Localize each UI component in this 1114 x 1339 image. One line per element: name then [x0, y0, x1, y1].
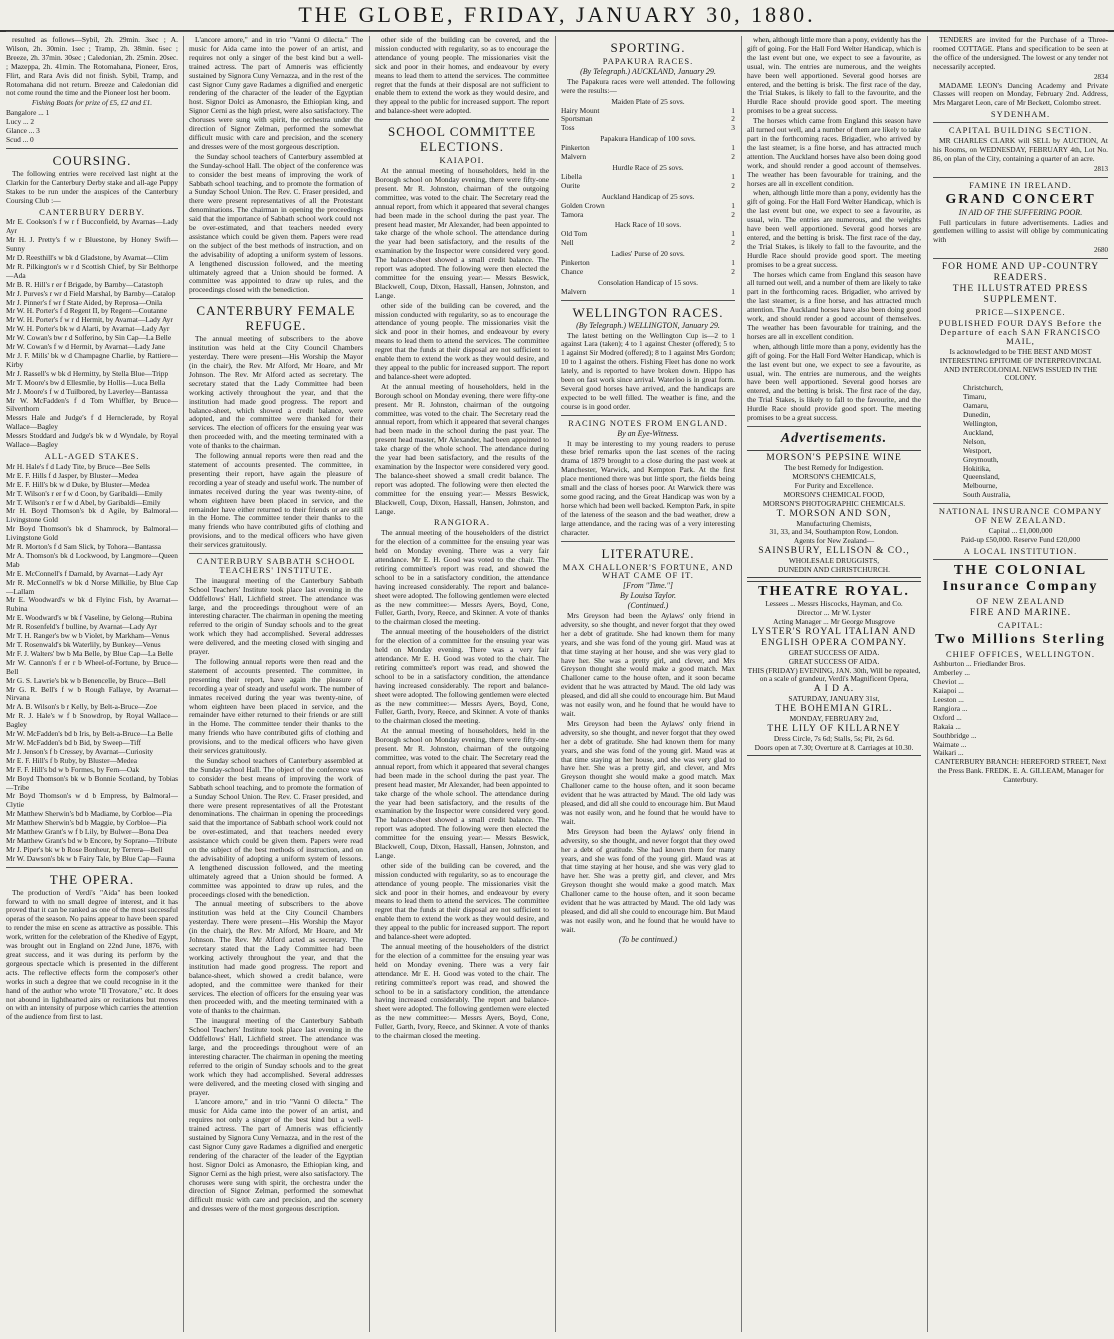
runner-row [561, 153, 735, 162]
teachers-institute-text: The inaugural meeting of the Canterbury Sabbath School Teachers' Institute took place last evening in the Oddfellows' Hall, Lichfield street. The attendance was large, and the proceedings throughout were of an interesting character. The chairman in opening the meeting referred to the origin of Sunday schools and to the great work which they had accomplished. Several addresses were delivered, and the meeting closed with singing and prayer. [189, 1016, 363, 1097]
auction-ref: 2813 [1094, 164, 1108, 173]
agent-item: Oxford ... [933, 712, 962, 722]
teachers-institute-text: The inaugural meeting of the Canterbury Sabbath School Teachers' Institute took place last evening in the Oddfellows' Hall, Lichfield street. The attendance was large, and the proceedings throughout were of an interesting character. The chairman in opening the meeting referred to the origin of Sunday schools and to the great work which they had accomplished. Several addresses were delivered, and the meeting closed with singing and prayer. [189, 575, 363, 657]
derby-entry: Mr W. H. Porter's f w r d Hermit, by Avarnat—Lady Ayr [6, 315, 173, 325]
column-rule [741, 36, 742, 1332]
race [561, 193, 735, 220]
insurance-capital: Capital ... £1,000,000 [988, 525, 1053, 535]
concert-text: Full particulars in future advertisements. Ladies and gentlemen willing to assist will oblige by communicating with [933, 217, 1108, 245]
agent-item: Amberley ... [933, 668, 970, 678]
tenders-advertisement: TENDERS are invited for the Purchase of a Three-roomed COTTAGE. Plans and specification to be seen at the office of the undersigned. The lowest or any tender not necessarily accepted. [933, 36, 1108, 71]
theatre-lines [747, 600, 921, 627]
divider [933, 559, 1108, 560]
opera-continued: L'ancore amore," and in trio "Vanni O dilecta." The music for Aida came into the power of an artist, and requires not only a singer of the best kind but a well-trained actress. The part of Amneris was efficiently sustained by Signora Cuny Vernazza, and in the rest of the cast Signor Cuny gave Radames a dignified and energetic rendering of the character of the leader of the Egyptian host. Signor Dolci as Amonasro, the Ethiopian king, and Signor Cerni as the high priest, were also satisfactory. The choruses were sung with spirit, the orchestra under the direction of Signor Zelman, performed the somewhat difficult music with care and precision, and the scenery and dresses were of the most gorgeous description. [189, 1097, 363, 1214]
all-aged-entry: Mr H. Hale's f d Lady Tite, by Bruce—Bee Sells [6, 461, 150, 471]
story-to-be-continued: (To be continued.) [618, 934, 678, 944]
race-title: Papakura Handicap of 100 sovs. [600, 134, 696, 144]
morson-lines [747, 464, 921, 509]
race-title: Consolation Handicap of 15 sovs. [598, 277, 698, 287]
concert-heading: GRAND CONCERT [945, 191, 1096, 207]
divider [189, 553, 363, 554]
place-item: Timaru, [963, 392, 987, 402]
place-item: Christchurch, [963, 383, 1004, 393]
column-2 [189, 36, 363, 1332]
agents-list [933, 660, 1108, 758]
local-institution: A LOCAL INSTITUTION. [963, 545, 1078, 556]
fishing-boats-heading: Fishing Boats for prize of £5, £2 and £1. [31, 98, 153, 108]
runner-name: Malvern [561, 286, 587, 296]
all-aged-entry: Mr W. Cannon's f er r b Wheel-of-Fortune, by Bruce—Bell [6, 657, 178, 676]
place-item: Auckland, [963, 427, 994, 437]
agent-item: Leeston ... [933, 695, 964, 705]
agent-item: Cheviot ... [933, 677, 964, 687]
building-section-heading: CAPITAL BUILDING SECTION. [948, 125, 1093, 136]
runner-name: Hairy Mount [561, 105, 600, 115]
column-5 [747, 36, 921, 1332]
place-item: Hokitika, [963, 463, 991, 473]
derby-entry: Mr B. R. Hill's r er f Brigade, by Barnby—Catastoph [6, 279, 163, 289]
all-aged-entry: Mr A. B. Wilson's b r Kelly, by Belt-a-Bruce—Zoe [6, 702, 157, 712]
story-author: By Louisa Taylor. [620, 591, 676, 601]
derby-entry: Mr J. Pinner's f wr f State Aided, by Reprosa—Onila [6, 297, 163, 307]
racing-text: when, although little more than a pony, evidently has the gift of going. For the Hall Ford Welter Handicap, which is the last event but one, we expect to see a favourite, as usual, win. The entries are numerous, and the weights have been well apportioned. Several good horses are entered, and the betting is brisk. The first race of the day, the Trial Stakes, is likely to fall to the favourite, and the Hurdle Race should provide good sport. The meeting promises to be a great success. [747, 36, 921, 116]
insurance-paid: Paid-up £50,000. Reserve Fund £20,000 [960, 534, 1081, 544]
all-aged-entry: Mr W. McFadden's bd b Iris, by Belt-a-Bruce—La Belle [6, 729, 173, 739]
derby-entry: Mr J. F. Mills' bk w d Champagne Charlie, by Rattiere—Kirby [6, 351, 178, 369]
runner-name: Nell [561, 238, 574, 248]
derby-entry: Mr J. Purves's r wr d Field Marshal, by Barnby—Catalop [6, 288, 176, 298]
place-item: Wellington, [963, 419, 998, 428]
race-results [561, 98, 735, 297]
places-list [933, 384, 1108, 500]
press-text: Is acknowledged to be THE BEST AND MOST INTERESTING EPITOME OF INTERPROVINCIAL AND INTERCOLONIAL NEWS ISSUED IN THE COLONY. [939, 346, 1102, 383]
agent-item: Waimate ... [933, 739, 967, 749]
runner-row [561, 211, 735, 220]
runner-place: 1 [731, 105, 735, 115]
derby-entry: Mr W. Cowan's bw r d Solferino, by Sin Cap—La Belle [6, 333, 172, 343]
runner-place: 2 [731, 238, 735, 248]
story-text: Mrs Greyson had been the Aylaws' only friend in adversity, so she thought, and never forgot that they owed her a debt of gratitude. She had known them for many years, and she was fond of the young girl. Maud was at that time staying at her house, and she was very glad to have her. She was a pretty girl, and clever, and Mrs Greyson thought she would make a good match. Max Challoner came to the house often, and it soon became evident that he was attracted by Maud. The old lady was pleased, and did all she could to encourage him. But Maud was not easily won, and he found that he would have to wait. [561, 611, 735, 718]
theatre-success-2: GREAT SUCCESS OF AIDA. [788, 656, 880, 666]
runner-name: Sportsman [561, 114, 593, 124]
sabbath-school-text: the Sunday school teachers of Canterbury assembled at the Sunday-school Hall. The object of the conference was to consider the best means of improving the work of Sabbath school teaching, and to promote the formation of a Sunday School Union. The Rev. C. Fraser presided, and there were present representatives of all the Protestant denominations. The chairman in opening the proceedings said that the importance of Sabbath school work could not be over-estimated, and that teachers needed every assistance which could be given them. Papers were read on the subject of the best methods of instruction, and on the advisability of adopting a uniform system of lessons. A lengthened discussion followed, and the meeting ultimately agreed that a Union should be formed. A committee was appointed to draw up rules, and the proceedings closed with the benediction. [189, 151, 363, 295]
all-aged-entries [6, 463, 178, 864]
all-aged-entry: Mr T. Wilson's r er f w d Abel, by Garibaldi—Emily [6, 497, 161, 507]
story-continued: (Continued.) [627, 601, 669, 611]
all-aged-heading: ALL-AGED STAKES. [44, 450, 140, 461]
runner-place: 1 [731, 200, 735, 210]
runner-row [561, 230, 735, 239]
divider [933, 258, 1108, 259]
theatre-line: Lessees ... Messrs Hiscocks, Hayman, and Co. [765, 599, 903, 609]
all-aged-entry: Mr R. McConnell's w bk d Norse Milkilie, by Blue Cap—Lallam [6, 577, 178, 596]
story-text: Mrs Greyson had been the Aylaws' only friend in adversity, so she thought, and never forgot that they owed her a debt of gratitude. She had known them for many years, and she was fond of the young girl. Maud was at that time staying at her house, and she was very glad to have her. She was a pretty girl, and clever, and Mrs Greyson thought she would make a good match. Max Challoner came to the house often, and it soon became evident that he was attracted by Maud. The old lady was pleased, and did all she could to encourage him. But Maud was not easily won, and he found that he would have to wait. [561, 826, 735, 934]
race-title: Hack Race of 10 sovs. [614, 220, 682, 230]
wellington-dateline: (By Telegraph.) WELLINGTON, January 29. [576, 320, 720, 330]
masthead: THE GLOBE, FRIDAY, JANUARY 30, 1880. [0, 0, 1114, 32]
theatre-prices: Dress Circle, 7s 6d; Stalls, 5s; Pit, 2s 6d. [773, 734, 895, 744]
divider [6, 867, 178, 868]
mission-text: other side of the building can be covered, and the mission conducted with regularity, so as to encourage the attendance of young people. The missionaries visit the sick and poor in their homes, and endeavour by every means to lead them to attend the services. The committee regret that the funds at their disposal are not sufficient to enable them to extend the work as they would desire, and they appeal to the public for increased support. The report and balance-sheet were adopted. [375, 300, 549, 381]
derby-entry: Mr W. McFadden's f d Tom Whiffler, by Bruce—Silverthorn [6, 395, 178, 414]
opera-text: The production of Verdi's "Aida" has been looked forward to with no small degree of interest, and it has proved that it can be ranked as one of the most successful operas of the season. No pains appear to have been spared to render the mise en scene as attractive as possible. This work, written for the celebration of the Khedive of Egypt, was brought out in England on 22nd June, 1876, with great success, and it was during its perform by the gorgeous spectacle which is presented in the different acts. The reflective effects form the composer's other works in such a degree that we could recognise in it the hand of the author who wrote "Il Trovatore," etc. It does not abound in lighthearted airs or recitations but moves on with an intensity of purpose which carries the attention of the audience from first to last. [6, 887, 178, 1022]
famine-heading: FAMINE IN IRELAND. [969, 179, 1072, 190]
race [561, 279, 735, 297]
runner-row [561, 115, 735, 124]
divider [933, 122, 1108, 123]
kaiapoi-text: At the annual meeting of householders, held in the Borough school on Monday evening, there were fifty-one present. Mr R. Johnston, chairman of the outgoing committee, was voted to the chair. The Secretary read the annual report, from which it appeared that several changes had been made in the school during the past year. The present head master, Mr Alexander, had been appointed to take charge of the whole school. The attendance during the year had been satisfactory, and the results of the examination by the Inspector were considered very good. The balance-sheet showed a small credit balance. The report was adopted. The following were then elected the committee for the ensuing year:— Messrs Beswick, Blackwell, Coup, Dixon, Hassall, Hansen, Johnston, and Lange. [375, 166, 549, 300]
runner-place: 2 [731, 266, 735, 276]
school-elections-heading: SCHOOL COMMITTEE ELECTIONS. [387, 124, 537, 155]
theatre-doors: Doors open at 7.30; Overture at 8. Carriages at 10.30. [754, 743, 914, 753]
place-item: South Australia, [963, 490, 1011, 500]
racing-text-2: The horses which came from England this season have all turned out well, and a number of them are likely to take part in the forthcoming races. Brigadier, who arrived by the last steamer, is a fine horse, and has attracted much attention. The Auckland horses have also been doing good work, and should render a good account of themselves. The weather has been favourable for training, and the horses are all in excellent condition. [747, 116, 921, 188]
concert-ref: 2680 [1094, 246, 1108, 255]
divider [561, 541, 735, 542]
race-title: Maiden Plate of 25 sovs. [611, 96, 685, 106]
race-title: Hurdle Race of 25 sovs. [612, 162, 684, 172]
colonial-sub: OF NEW ZEALAND [976, 595, 1065, 606]
england-heading: RACING NOTES FROM ENGLAND. [568, 417, 728, 428]
runner-place: 3 [731, 123, 735, 133]
morson-line: MORSON'S CHEMICALS, [792, 471, 876, 481]
agent-item: Rakaia ... [933, 721, 961, 731]
morson-maker: T. MORSON AND SON, [776, 508, 892, 519]
race [561, 98, 735, 134]
all-aged-entry: Mr E. McConnell's f Darnald, by Avarnat—Lady Ayr [6, 568, 164, 578]
sydenham-heading: SYDENHAM. [990, 109, 1051, 120]
mission-text: other side of the building can be covered, and the mission conducted with regularity, so as to encourage the attendance of young people. The missionaries visit the sick and poor in their homes, and endeavour by every means to lead them to attend the services. The committee regret that the funds at their disposal are not sufficient to enable them to extend the work as they would desire, and they appeal to the public for increased support. The report and balance-sheet were adopted. [375, 860, 549, 942]
racing-text: when, although little more than a pony, evidently has the gift of going. For the Hall Ford Welter Handicap, which is the last event but one, we expect to see a favourite, as usual, win. The entries are numerous, and the weights have been well apportioned. Several good horses are entered, and the betting is brisk. The first race of the day, the Trial Stakes, is likely to fall to the favourite, and the Hurdle Race should provide good sport. The meeting promises to be a great success. [747, 188, 921, 269]
england-text: It may be interesting to my young readers to peruse these brief remarks upon the last scenes of the racing drama of 1879 brought to a close during the past week at Manchester, Warwick, and Kempton Park. At the first place mentioned there was but little sport, the fields being small and the class of horses poor. At Warwick there was some good racing, and the Great Handicap was won by a horse which had been well backed. Kempton Park, in spite of the lateness of the season and the bad weather, drew a large attendance, and the racing was of a very interesting character. [561, 438, 735, 537]
runner-name: Malvern [561, 152, 587, 162]
all-aged-entry: Mr E. Woodward's w bk d Flyinc Fish, by Avarnat—Rubina [6, 595, 178, 614]
all-aged-entry: Mr F. F. Hill's bd w b Formes, by Fern—Oak [6, 764, 140, 774]
all-aged-entry: Mr W. Dawson's bk w b Fairy Tale, by Blue Cap—Fauna [6, 853, 176, 863]
story-source: [From "Time."] [623, 581, 673, 591]
morson-agent-sub: WHOLESALE DRUGGISTS, [788, 556, 880, 566]
all-aged-entry: Mr T. Wilson's r er f w d Coon, by Garibaldi—Emily [6, 488, 163, 498]
story-text: Mrs Greyson had been the Aylaws' only friend in adversity, so she thought, and never forgot that they owed her a debt of gratitude. She had known them for many years, and she was fond of the young girl. Maud was at that time staying at her house, and she was very glad to have her. She was a pretty girl, and clever, and Mrs Greyson thought she would make a good match. Max Challoner came to the house often, and it soon became evident that he was attracted by Maud. The old lady was pleased, and did all she could to encourage him. But Maud was not easily won, and he found that he would have to wait. [561, 718, 735, 826]
column-4 [561, 36, 735, 1332]
all-aged-entry: Mr F. J. Walters' bw b Ma Belle, by Blue Cap—La Belle [6, 648, 174, 658]
wellington-text: The latest betting on the Wellington Cup is—2 to 1 against Lara (taken); 4 to 1 against Chester (offered); 5 to 1 against Sir Modred (offered); 8 to 1 against Mrs Gordon; 10 to 1 against the others. Fishing Fleet has done no work lately, and is reported to have broken down. Hippo has been on fast work since arrival. Waterloo is in great form. Several good horses have arrived, and the handicaps are expected to be well filled. The weather is fine, and the course is in good order. [561, 330, 735, 411]
all-aged-entry: Mr A. Thomson's bk d Lockwood, by Langmore—Queen Mab [6, 550, 178, 569]
theatre-advertisement [747, 581, 921, 756]
runner-row [561, 259, 735, 268]
derby-entry: Mr J. Rassell's w bk d Hermitty, by Stella Blue—Tripp [6, 368, 169, 378]
runner-place: 2 [731, 180, 735, 190]
sporting-heading: SPORTING. [610, 40, 686, 55]
mission-text: other side of the building can be covered, and the mission conducted with regularity, so as to encourage the attendance of young people. The missionaries visit the sick and poor in their homes, and endeavour by every means to lead them to attend the services. The committee regret that the funds at their disposal are not sufficient to enable them to extend the work as they would desire, and they appeal to the public for increased support. The report and balance-sheet were adopted. [375, 36, 549, 116]
divider [933, 503, 1108, 504]
kaiapoi-text: At the annual meeting of householders, held in the Borough school on Monday evening, there were fifty-one present. Mr R. Johnston, chairman of the outgoing committee, was voted to the chair. The Secretary read the annual report, from which it appeared that several changes had been made in the school during the past year. The present head master, Mr Alexander, had been appointed to take charge of the whole school. The attendance during the year had been satisfactory, and the results of the examination by the Inspector were considered very good. The balance-sheet showed a small credit balance. The report was adopted. The following were then elected the committee for the ensuing year:— Messrs Beswick, Blackwell, Coup, Dixon, Hassall, Hansen, Johnston, and Lange. [375, 726, 549, 860]
derby-entry: Mr T. Moore's bw d Ellesmlie, by Hollis—Luca Bella [6, 377, 166, 387]
runner-name: Old Tom [561, 229, 588, 239]
derby-entry: Mr W. H. Porter's f d Regent II, by Regent—Coutanne [6, 306, 168, 316]
derby-entry: Messrs Hale and Judge's f d Hernclerade, by Royal Wallace—Bagley [6, 413, 178, 432]
place-item: Queensland, [963, 472, 1000, 482]
divider [933, 177, 1108, 178]
yacht-results-text: resulted as follows—Sybil, 2h. 29min. 3sec ; A. Wilson, 2h. 30min. 1sec ; Tramp, 2h. 38min. 6sec ; Breeze, 2h. 37min. 30sec ; Caledonian, 2h. 25min. 20sec. ; Mazeppa, 2h. 41min. The Rotomahana, Pioneer, Eros, Flirt, and Rara Avis did not finish. Sybil, Tramp, and Rotomahana did not return. Breeze and Caledonian did not come round the time and the Pioneer lost her boom. [6, 36, 178, 98]
runner-place: 1 [731, 143, 735, 153]
morson-maker-sub: Manufacturing Chemists, [796, 518, 872, 528]
divider [6, 148, 178, 149]
all-aged-entry: Mr R. Morton's f d Sam Slick, by Tohora—Bantassa [6, 542, 162, 552]
national-insurance-heading: NATIONAL INSURANCE COMPANY OF NEW ZEALAND. [938, 506, 1103, 526]
all-aged-entry: Mr Matthew Grant's w f b Lily, by Bulwer—Bona Dea [6, 827, 169, 837]
race [561, 221, 735, 248]
theatre-monday: MONDAY, FEBRUARY 2nd, [789, 714, 879, 724]
theatre-title: THEATRE ROYAL. [758, 584, 910, 600]
kaiapoi-heading: KAIAPOI. [439, 155, 485, 166]
runner-place: 1 [731, 229, 735, 239]
theatre-saturday-opera: THE BOHEMIAN GIRL. [775, 704, 893, 715]
theatre-saturday: SATURDAY, JANUARY 31st, [788, 694, 880, 704]
runner-place: 1 [731, 258, 735, 268]
runner-row [561, 144, 735, 153]
column-rule [369, 36, 370, 1332]
morson-agent-name: SAINSBURY, ELLISON & CO., [758, 546, 910, 557]
all-aged-entry: Mr H. Boyd Thomson's bk d Agile, by Balmoral—Livingstone Gold [6, 506, 178, 525]
runner-row [561, 182, 735, 191]
home-readers-heading: FOR HOME AND UP-COUNTRY READERS. [941, 262, 1100, 284]
theatre-line: Acting Manager ... Mr George Musgrove [773, 616, 895, 626]
runner-name: Libella [561, 171, 582, 181]
morson-agent-city: DUNEDIN AND CHRISTCHURCH. [778, 565, 890, 575]
column-rule [183, 36, 184, 1332]
runner-name: Pinkerton [561, 143, 590, 153]
england-byline: By an Eye-Witness. [617, 428, 679, 438]
theatre-success-1: GREAT SUCCESS OF AIDA. [788, 647, 880, 657]
all-aged-entry: Mr J. Jenson's f b Cressey, by Avarnat—Curiosity [6, 746, 154, 756]
rangiora-text: The annual meeting of the householders of the district for the election of a committee for the ensuing year was held on Monday evening. There was a very fair attendance. Mr E. H. Good was voted to the chair. The retiring committee's report was read, and showed the school to be in a satisfactory condition, the attendance having increased considerably. The report and balance-sheet were adopted. The following gentlemen were elected as the new committee:— Messrs Ayers, Boyd, Cone, Fuller, Garth, Ivory, Reece, and Skinner. A vote of thanks to the chairman closed the meeting. [375, 528, 549, 627]
papakura-intro: The Papakura races were well attended. The following were the results:— [561, 76, 735, 95]
dance-advertisement: MADAME LEON's Dancing Academy and Private Classes will reopen on Monday, February 2nd. Address, Mrs Margaret Leon, care of Mr Beckett, Colombo street. [933, 80, 1108, 108]
rangiora-text: The annual meeting of the householders of the district for the election of a committee for the ensuing year was held on Monday evening. There was a very fair attendance. Mr E. H. Good was voted to the chair. The retiring committee's report was read, and showed the school to be in a satisfactory condition, the attendance having increased considerably. The report and balance-sheet were adopted. The following gentlemen were elected as the new committee:— Messrs Ayers, Boyd, Cone, Fuller, Garth, Ivory, Reece, and Skinner. A vote of thanks to the chairman closed the meeting. [375, 627, 549, 726]
column-1 [6, 36, 178, 1332]
morson-line: MORSON'S PHOTOGRAPHIC CHEMICALS. [762, 498, 906, 508]
all-aged-entry: Mr W. McFadden's bd b Bid, by Sweep—Tiff [6, 737, 141, 747]
derby-entry: Mr E. Cookson's f w r f Bucconfield, by Avarnas—Lady Ayr [6, 217, 178, 236]
divider [747, 426, 921, 427]
result-line: Bangalore ... 1 [6, 108, 50, 118]
agent-item: Ashburton ... Friedlander Bros. [933, 659, 1026, 669]
runner-row [561, 173, 735, 182]
advertisements-heading: Advertisements. [780, 430, 888, 446]
all-aged-entry: Mr T. H. Ranger's bw w b Violet, by Markham—Venus [6, 631, 170, 641]
morson-agents: Agents for New Zealand— [793, 536, 875, 546]
place-item: Dunedin, [963, 410, 991, 420]
morson-line: The best Remedy for Indigestion. [784, 462, 884, 472]
agent-item: Waikari ... [933, 748, 964, 758]
refuge-more-text: The following annual reports were then read and the statement of accounts presented. The committee, in presenting their report, have again the pleasure of recording a year of steady and useful work. The number of inmates received during the year was twenty-nine, of whom eighteen have been placed in service, and the remainder have either returned to their friends or are still in the Home. The committee tender their thanks to the many friends who have contributed gifts of clothing and provisions, and to the medical officers who have given their services gratuitously. [189, 451, 363, 550]
derby-entry: Messrs Stoddard and Judge's bk w d Wyndale, by Royal Wallace—Bagley [6, 431, 178, 450]
story-title: MAX CHALLONER'S FORTUNE, AND WHAT CAME OF IT. [562, 561, 734, 581]
colonial-fire-marine: FIRE AND MARINE. [969, 607, 1072, 618]
theatre-tonight: THIS (FRIDAY) EVENING, JAN. 30th, Will be repeated, on a scale of grandeur, Verdi's Magnificent Opera, [747, 665, 921, 684]
place-item: Greymouth, [963, 454, 999, 464]
runner-name: Tamora [561, 209, 584, 219]
theatre-opera: A I D A. [813, 684, 855, 695]
derby-entry: Mr J. Moore's f w d Tuilbored, by Laverley—Bantassa [6, 386, 168, 396]
papakura-dateline: (By Telegraph.) AUCKLAND, January 29. [580, 66, 716, 76]
colonial-capital-label: CAPITAL: [997, 619, 1044, 630]
refuge-more-text: The following annual reports were then read and the statement of accounts presented. The committee, in presenting their report, have again the pleasure of recording a year of steady and useful work. The number of inmates received during the year was twenty-nine, of whom eighteen have been placed in service, and the remainder have either returned to their friends or are still in the Home. The committee tender their thanks to the many friends who have contributed gifts of clothing and provisions, and to the medical officers who have given their services gratuitously. [189, 657, 363, 756]
derby-entry: Mr W. Cowan's f w d Hermit, by Avarnat—Lady Jane [6, 342, 166, 352]
derby-entry: Mr W. H. Porter's bk w d Alarti, by Avarnat—Lady Ayr [6, 324, 170, 334]
race-title: Ladies' Purse of 20 sovs. [611, 249, 685, 259]
runner-place: 2 [731, 209, 735, 219]
all-aged-entry: Mr T. Rosenwald's bk Waterlily, by Bunkey—Venus [6, 640, 161, 649]
result-line: Glance ... 3 [6, 126, 40, 136]
opera-continued: L'ancore amore," and in trio "Vanni O dilecta." The music for Aida came into the power of an artist, and requires not only a singer of the best kind but a well-trained actress. The part of Amneris was efficiently sustained by Signora Cuny Vernazza, and in the rest of the cast Signor Cuny gave Radames a dignified and energetic rendering of the character of the leader of the Egyptian host. Signor Dolci as Amonasro, the Ethiopian king, and Signor Cerni as the high priest, were also satisfactory. The choruses were sung with spirit, the orchestra under the direction of Signor Zelman, performed the somewhat difficult music with care and precision, and the scenery and dresses were of the most gorgeous description. [189, 36, 363, 151]
auction-text: MR CHARLES CLARK will SELL by AUCTION, At his Rooms, on WEDNESDAY, FEBRUARY 4th, Lot No. 86, on plan of the City, containing a quarter of an acre. [933, 136, 1108, 163]
race-title: Auckland Handicap of 25 sovs. [601, 191, 695, 201]
runner-place: 2 [731, 152, 735, 162]
result-line: Lucy ... 2 [6, 117, 35, 127]
refuge-text: The annual meeting of subscribers to the above institution was held at the City Council Chambers yesterday. There were present—His Worship the Mayor (in the chair), the Rev. Mr Alford, Mr Hoare, and Mr Johnson. The Rev. Mr Alford acted as secretary. The secretary stated that the Lady Committee had been working actively throughout the year, and that the institution had made good progress. The report and balance-sheet, which showed a credit balance, were adopted, and the committee were thanked for their services. The election of officers for the ensuing year was then proceeded with, and the meeting terminated with a vote of thanks to the chairman. [189, 899, 363, 1016]
theatre-company: LYSTER'S ROYAL ITALIAN AND ENGLISH OPERA COMPANY. [751, 626, 917, 648]
agent-item: Kaiapoi ... [933, 686, 964, 696]
runner-row [561, 124, 735, 133]
tenders-ref: 2834 [1094, 72, 1108, 81]
race [561, 164, 735, 191]
place-item: Nelson, [963, 436, 986, 446]
press-price: PRICE—SIXPENCE. [975, 307, 1066, 318]
teachers-institute-heading: CANTERBURY SABBATH SCHOOL TEACHERS' INSTITUTE. [196, 556, 356, 575]
race [561, 135, 735, 162]
place-item: Melbourne, [963, 481, 998, 491]
fishing-results [6, 109, 178, 145]
runner-row [561, 268, 735, 277]
press-published: PUBLISHED FOUR DAYS Before the Departure of each SAN FRANCISCO MAIL, [938, 318, 1103, 346]
divider [189, 298, 363, 299]
all-aged-entry: Mr E. F. Hill's f b Ruby, by Bluster—Medea [6, 755, 138, 765]
divider [561, 300, 735, 301]
colonial-insurance-heading: THE COLONIAL Insurance Company [942, 562, 1099, 594]
all-aged-entry: Mr Matthew Sherwin's bd b Maggie, by Corbloe—Pia [6, 818, 167, 828]
all-aged-entry: Mr Matthew Grant's bd w b Encore, by Soprano—Tribute [6, 835, 178, 845]
kaiapoi-text: At the annual meeting of householders, held in the Borough school on Monday evening, there were fifty-one present. Mr R. Johnston, chairman of the outgoing committee, was voted to the chair. The Secretary read the annual report, from which it appeared that several changes had been made in the school during the past year. The present head master, Mr Alexander, had been appointed to take charge of the whole school. The attendance during the year had been satisfactory, and the results of the examination by the Inspector were considered very good. The balance-sheet showed a small credit balance. The report was adopted. The following were then elected the committee for the ensuing year:— Messrs Beswick, Blackwell, Coup, Dixon, Hassall, Hansen, Johnston, and Lange. [375, 381, 549, 516]
agent-item: Southbridge ... [933, 730, 977, 740]
theatre-line: Director ... Mr W. Lyster [797, 607, 871, 617]
derby-entry: Mr D. Reesthill's w bk d Gladstone, by Avarnat—Clim [6, 253, 169, 263]
divider [561, 415, 735, 416]
place-item: Westport, [963, 445, 992, 455]
column-6 [933, 36, 1108, 1332]
racing-text-2: The horses which came from England this season have all turned out well, and a number of them are likely to take part in the forthcoming races. Brigadier, who arrived by the last steamer, is a fine horse, and has attracted much attention. The Auckland horses have also been doing good work, and should render a good account of themselves. The weather has been favourable for training, and the horses are all in excellent condition. [747, 269, 921, 341]
concert-sub: IN AID OF THE SUFFERING POOR. [958, 207, 1083, 217]
runner-place: 1 [731, 171, 735, 181]
column-rule [927, 36, 928, 1332]
wellington-heading: WELLINGTON RACES. [572, 304, 724, 320]
colonial-office: CHIEF OFFICES, WELLINGTON. [946, 648, 1095, 659]
all-aged-entry: Mr E. F. Hills f d Jasper, by Bluster—Medea [6, 470, 139, 480]
all-aged-entry: Mr Boyd Thomson's w d b Empress, by Balmoral—Clytie [6, 791, 178, 810]
divider [375, 119, 549, 120]
morson-line: MORSON'S CHEMICAL FOOD, [783, 489, 885, 499]
morson-address: 31, 33, and 34, Southampton Row, London. [769, 527, 899, 537]
runner-place: 1 [731, 286, 735, 296]
opera-heading: THE OPERA. [49, 871, 135, 887]
derby-entries [6, 218, 178, 450]
derby-heading: CANTERBURY DERBY. [39, 206, 145, 217]
theatre-monday-opera: THE LILY OF KILLARNEY [767, 724, 901, 735]
result-line: Scud ... 0 [6, 134, 34, 144]
morson-advertisement [747, 450, 921, 578]
all-aged-entry: Mr E. Woodward's w bk f Vaseline, by Gelong—Rubina [6, 613, 173, 623]
masthead-rule [6, 31, 1108, 32]
coursing-intro: The following entries were received last night at the Clarkin for the Canterbury Derby stake and all-age Puppy Stakes to be run under the auspices of the Canterbury Coursing Club :— [6, 168, 178, 205]
race [561, 250, 735, 277]
derby-entry: Mr R. Pilkington's w r d Scottish Chief, by Sir Belthorpe—Ada [6, 261, 178, 280]
literature-heading: LITERATURE. [601, 545, 695, 561]
place-item: Oamaru, [963, 401, 989, 411]
all-aged-entry: Mr J. Piper's bk w b Rose Bonheur, by Terrera—Bell [6, 844, 163, 854]
all-aged-entry: Mr G. R. Bell's f w b Rough Fallaye, by Avarnat—Nirvana [6, 684, 178, 703]
all-aged-entry: Mr Boyd Thomson's bk w b Bonnie Scotland, by Tobias—Tribe [6, 773, 178, 792]
derby-entry: Mr H. J. Pretty's f w r Bluestone, by Honey Swift—Sunny [6, 235, 178, 254]
runner-row [561, 288, 735, 297]
runner-name: Chance [561, 266, 584, 276]
all-aged-entry: Mr R. Rosenfeld's f bulline, by Avarnat—Lady Ayr [6, 622, 157, 632]
press-supplement-heading: THE ILLUSTRATED PRESS SUPPLEMENT. [952, 284, 1089, 306]
all-aged-entry: Mr E. F. Hill's bk w d Duke, by Bluster—Medea [6, 479, 150, 489]
sabbath-school-text: the Sunday school teachers of Canterbury assembled at the Sunday-school Hall. The object of the conference was to consider the best means of improving the work of Sabbath school teaching, and to promote the formation of a Sunday School Union. The Rev. C. Fraser presided, and there were present representatives of all the Protestant denominations. The chairman in opening the proceedings said that the importance of Sabbath school work could not be over-estimated, and that teachers needed every assistance which could be given them. Papers were read on the subject of the best methods of instruction, and on the advisability of adopting a uniform system of lessons. A lengthened discussion followed, and the meeting ultimately agreed that a Union should be formed. A committee was appointed to draw up rules, and the proceedings closed with the benediction. [189, 755, 363, 899]
runner-name: Toss [561, 123, 575, 133]
colonial-footer: CANTERBURY BRANCH: HEREFORD STREET, Next the Press Bank. FREDK. E. A. GILLEAM, Manager for Canterbury. [934, 757, 1107, 785]
runner-name: Ourite [561, 180, 580, 190]
runner-row [561, 239, 735, 248]
all-aged-entry: Mr Matthew Sherwin's bd b Madiame, by Corbloe—Pia [6, 809, 172, 819]
female-refuge-heading: CANTERBURY FEMALE REFUGE. [196, 303, 356, 334]
rangiora-text: The annual meeting of the householders of the district for the election of a committee for the ensuing year was held on Monday evening. There was a very fair attendance. Mr E. H. Good was voted to the chair. The retiring committee's report was read, and showed the school to be in a satisfactory condition, the attendance having increased considerably. The report and balance-sheet were adopted. The following gentlemen were elected as the new committee:— Messrs Ayers, Boyd, Cone, Fuller, Garth, Ivory, Reece, and Skinner. A vote of thanks to the chairman closed the meeting. [375, 942, 549, 1041]
all-aged-entry: Mr G. S. Lawrie's bk w b Benencelle, by Bruce—Bell [6, 675, 166, 685]
agent-item: Rangiora ... [933, 703, 968, 713]
all-aged-entry: Mr Boyd Thomson's bk d Shamrock, by Balmoral—Livingstone Gold [6, 524, 178, 543]
runner-name: Pinkerton [561, 258, 590, 268]
rangiora-heading: RANGIORA. [434, 517, 490, 528]
runner-name: Golden Crown [561, 200, 605, 210]
runner-place: 2 [731, 114, 735, 124]
papakura-heading: PAPAKURA RACES. [602, 56, 694, 66]
coursing-heading: COURSING. [52, 152, 132, 168]
column-rule [555, 36, 556, 1332]
colonial-two-millions: Two Millions Sterling [935, 631, 1106, 647]
racing-text: when, although little more than a pony, evidently has the gift of going. For the Hall Ford Welter Handicap, which is the last event but one, we expect to see a favourite, as usual, win. The entries are numerous, and the weights have been well apportioned. Several good horses are entered, and the betting is brisk. The first race of the day, the Trial Stakes, is likely to fall to the favourite, and the Hurdle Race should provide good sport. The meeting promises to be a great success. [747, 341, 921, 423]
runner-row [561, 202, 735, 211]
all-aged-entry: Mr R. J. Hale's w f b Snowdrop, by Royal Wallace—Bagley [6, 711, 178, 730]
morson-title: MORSON'S PEPSINE WINE [766, 452, 902, 463]
column-3 [375, 36, 549, 1332]
morson-line: For Purity and Excellence. [794, 480, 874, 490]
refuge-text: The annual meeting of subscribers to the above institution was held at the City Council Chambers yesterday. There were present—His Worship the Mayor (in the chair), the Rev. Mr Alford, Mr Hoare, and Mr Johnson. The Rev. Mr Alford acted as secretary. The secretary stated that the Lady Committee had been working actively throughout the year, and that the institution had made good progress. The report and balance-sheet, which showed a credit balance, were adopted, and the committee were thanked for their services. The election of officers for the ensuing year was then proceeded with, and the meeting terminated with a vote of thanks to the chairman. [189, 334, 363, 451]
